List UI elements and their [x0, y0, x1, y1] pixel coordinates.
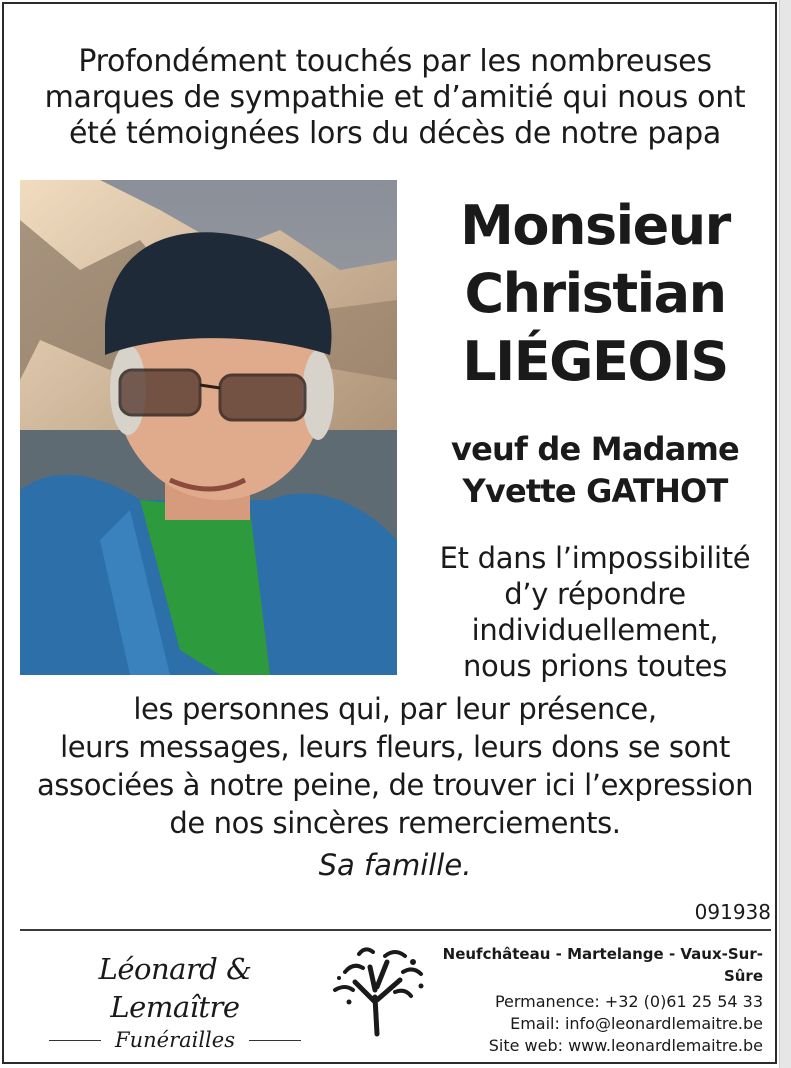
deceased-name [420, 192, 770, 396]
website-line[interactable]: Site web: www.leonardlemaitre.be [488, 1036, 763, 1055]
intro-line: marques de sympathie et d’amitié qui nous ont [44, 80, 746, 115]
widow-info [420, 428, 770, 512]
message-line: de nos sincères remerciements. [169, 806, 621, 840]
email-line[interactable]: Email: info@leonardlemaitre.be [510, 1014, 763, 1033]
widow-line: veuf de Madame [451, 430, 739, 468]
funeral-home-contact [423, 943, 763, 1057]
phone-line: Permanence: +32 (0)61 25 54 33 [494, 992, 763, 1011]
message-line: individuellement, [471, 613, 719, 647]
reference-number: 091938 [694, 900, 771, 924]
last-name: LIÉGEOIS [462, 330, 728, 393]
message-line: nous prions toutes [462, 649, 728, 683]
deceased-photo [20, 180, 397, 675]
message-line: les personnes qui, par leur présence, [133, 692, 657, 726]
message-line: associées à notre peine, de trouver ici l’expression [36, 768, 754, 802]
funeral-home-subtitle: Funérailles [115, 1028, 235, 1052]
funeral-home-brand [30, 950, 320, 1052]
message-line: leurs messages, leurs fleurs, leurs dons se sont [60, 730, 730, 764]
thanks-message-full [20, 690, 770, 842]
first-name: Christian [464, 262, 726, 325]
intro-text [20, 44, 770, 152]
thanks-message-right [420, 540, 770, 684]
message-line: d’y répondre [504, 577, 686, 611]
name-title: Monsieur [460, 194, 730, 257]
intro-line: été témoignées lors du décès de notre papa [69, 116, 721, 151]
intro-line: Profondément touchés par les nombreuses [78, 44, 712, 79]
message-line: Et dans l’impossibilité [439, 541, 751, 575]
widow-line: Yvette GATHOT [462, 472, 728, 510]
family-signature: Sa famille. [318, 848, 472, 882]
funeral-home-subtitle-row [30, 1028, 320, 1052]
divider [20, 929, 771, 931]
tree-icon [325, 942, 435, 1038]
decorative-line [249, 1040, 301, 1041]
scrollbar[interactable] [779, 0, 791, 1068]
funeral-home-name: Léonard & Lemaître [98, 952, 252, 1024]
decorative-line [49, 1040, 101, 1041]
towns: Neufchâteau - Martelange - Vaux-Sur-Sûre [442, 945, 763, 985]
